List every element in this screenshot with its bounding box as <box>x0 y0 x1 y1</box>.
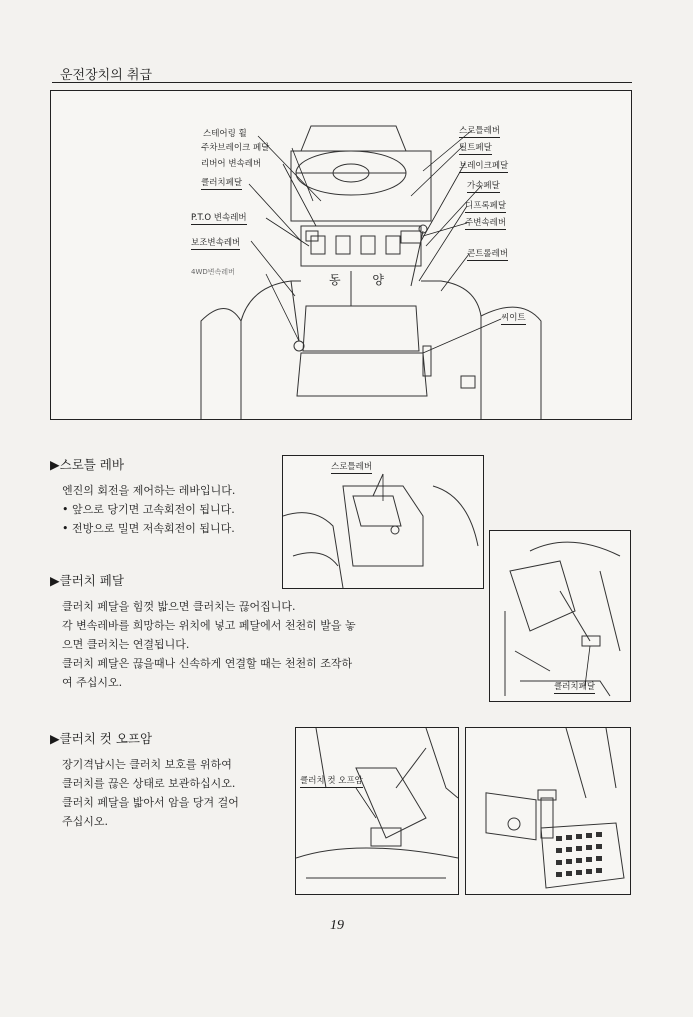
page-number: 19 <box>330 918 344 933</box>
clutch-cutoff-line: 주십시오. <box>62 815 109 828</box>
label-brake-pedal: 브레이크페달 <box>459 161 509 171</box>
label-clutch-pedal: 클러치페달 <box>201 178 243 188</box>
throttle-figure <box>282 455 484 589</box>
clutch-pedal-section-title: ▶클러치 페달 <box>50 573 124 588</box>
throttle-section-title: ▶스로틀 레바 <box>50 457 124 472</box>
clutch-cutoff-line: 클러치를 끊은 상태로 보관하십시오. <box>62 777 236 790</box>
label-reverse-shift-lever: 리버어 변속레버 <box>201 159 262 169</box>
page-header-title: 운전장치의 취급 <box>60 68 153 83</box>
throttle-line: 엔진의 회전을 제어하는 레바입니다. <box>62 484 236 497</box>
throttle-line: • 앞으로 당기면 고속회전이 됩니다. <box>62 503 235 516</box>
clutch-cutoff-figure-2 <box>465 727 631 895</box>
throttle-description <box>62 481 235 538</box>
clutch-cutoff-line: 클러치 페달을 밟아서 암을 당겨 걸어 <box>62 796 239 809</box>
header-rule <box>52 82 632 83</box>
clutch-cutoff-drawing-1 <box>296 728 458 894</box>
clutch-pedal-description <box>62 597 356 692</box>
label-control-lever: 콘트롤레버 <box>467 249 509 259</box>
clutch-pedal-figure-label: 클러치페달 <box>554 682 596 692</box>
main-figure <box>50 90 632 420</box>
label-steering-wheel: 스테어링 휠 <box>203 129 247 139</box>
clutch-cutoff-figure-label: 클러치 컷 오프암 <box>300 776 363 786</box>
throttle-line: • 전방으로 밀면 저속회전이 됩니다. <box>62 522 235 535</box>
label-accelerator-pedal: 가속페달 <box>467 181 500 191</box>
label-pto-shift-lever: P.T.O 변속레버 <box>191 213 247 223</box>
tractor-cockpit-drawing <box>51 91 631 419</box>
clutch-cutoff-description <box>62 755 239 831</box>
label-tilt-pedal: 틸트페달 <box>459 143 492 153</box>
panel-brand-text: 동 양 <box>329 273 398 287</box>
label-main-shift-lever: 주변속레버 <box>465 218 507 228</box>
throttle-figure-label: 스로틀레버 <box>331 462 373 472</box>
clutch-cutoff-drawing-2 <box>466 728 630 894</box>
clutch-pedal-drawing <box>490 531 630 701</box>
label-4wd-shift-lever: 4WD변속레버 <box>191 268 235 276</box>
clutch-pedal-line: 클러치 페달은 끊을때나 신속하게 연결할 때는 천천히 조작하 <box>62 657 353 670</box>
label-diff-lock-pedal: 디프록페달 <box>465 201 507 211</box>
label-aux-shift-lever: 보조변속레버 <box>191 238 241 248</box>
clutch-pedal-line: 여 주십시오. <box>62 676 123 689</box>
clutch-cutoff-figure-1 <box>295 727 459 895</box>
throttle-drawing <box>283 456 483 588</box>
clutch-pedal-line: 으면 클러치는 연결됩니다. <box>62 638 190 651</box>
clutch-cutoff-section-title: ▶클러치 컷 오프암 <box>50 731 153 746</box>
clutch-pedal-line: 각 변속레바를 희망하는 위치에 넣고 페달에서 천천히 발을 놓 <box>62 619 356 632</box>
clutch-pedal-figure <box>489 530 631 702</box>
clutch-cutoff-line: 장기격납시는 클러치 보호를 위하여 <box>62 758 232 771</box>
clutch-pedal-line: 클러치 페달을 힘껏 밟으면 클러치는 끊어집니다. <box>62 600 296 613</box>
label-throttle-lever: 스로틀레버 <box>459 126 501 136</box>
label-parking-brake-pedal: 주차브레이크 페달 <box>201 143 270 153</box>
label-seat: 씨이트 <box>501 313 526 323</box>
